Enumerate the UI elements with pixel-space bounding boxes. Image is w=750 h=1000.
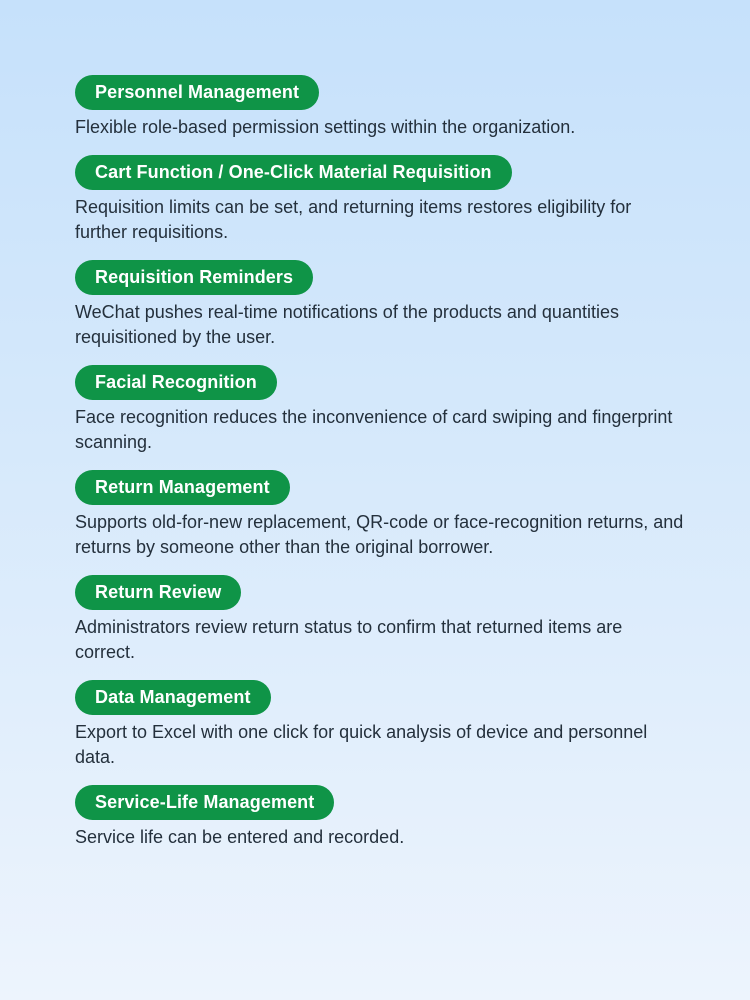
feature-description: Face recognition reduces the inconvenience of card swiping and fingerprint scanning. [75, 407, 673, 452]
feature-description: Requisition limits can be set, and returning items restores eligibility for further requisitions. [75, 197, 632, 242]
feature-item-service-life-management [75, 785, 685, 850]
feature-item-return-review [75, 575, 685, 665]
feature-title-badge: Return Management [75, 470, 290, 505]
feature-item-return-management [75, 470, 685, 560]
feature-item-data-management [75, 680, 685, 770]
feature-item-cart-function [75, 155, 685, 245]
feature-description: Administrators review return status to confirm that returned items are correct. [75, 617, 623, 662]
feature-title-badge: Facial Recognition [75, 365, 277, 400]
feature-item-requisition-reminders [75, 260, 685, 350]
feature-description: Flexible role-based permission settings within the organization. [75, 117, 576, 137]
feature-description: Export to Excel with one click for quick analysis of device and personnel data. [75, 722, 648, 767]
feature-item-personnel-management [75, 75, 685, 140]
feature-title-badge: Data Management [75, 680, 271, 715]
feature-title-badge: Personnel Management [75, 75, 319, 110]
feature-title-badge: Return Review [75, 575, 241, 610]
feature-item-facial-recognition [75, 365, 685, 455]
feature-title-badge: Service-Life Management [75, 785, 334, 820]
feature-title-badge: Requisition Reminders [75, 260, 313, 295]
feature-description: Service life can be entered and recorded. [75, 827, 405, 847]
feature-description: Supports old-for-new replacement, QR-code or face-recognition returns, and returns by someone other than the original borrower. [75, 512, 684, 557]
feature-title-badge: Cart Function / One-Click Material Requisition [75, 155, 512, 190]
feature-description: WeChat pushes real-time notifications of the products and quantities requisitioned by the user. [75, 302, 619, 347]
